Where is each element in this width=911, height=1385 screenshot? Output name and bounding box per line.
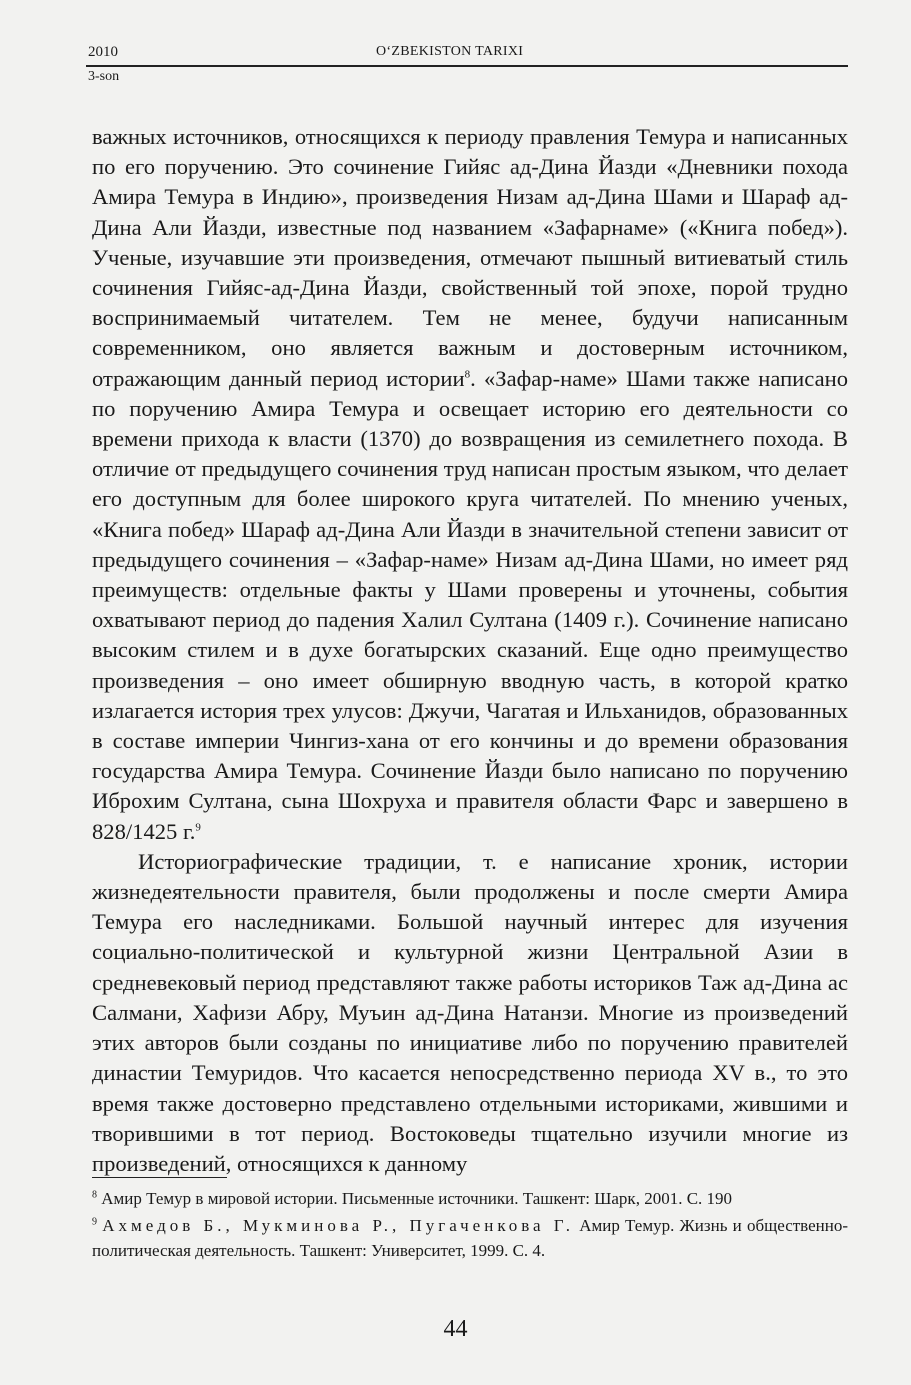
header-issue: 3-son — [88, 69, 120, 84]
header-rule — [86, 65, 848, 67]
footnotes — [92, 1186, 848, 1265]
body-text — [92, 122, 848, 1179]
paragraph-2: Историографические традиции, т. е написание хроник, истории жизнедеятельности правителя, были продолжены и после смерти Амира Темура его наследниками. Большой научный интерес для изучения социально-политической и культурной жизни Центральной Азии в средневековый период представляют также работы историков Таж ад-Дина ас Салмани, Хафизи Абру, Муъин ад-Дина Натанзи. Многие из произведений этих авторов были созданы по инициативе либо по поручению правителей династии Темуридов. Что касается непосредственно периода XV в., то это время также достоверно представлено отдельными историками, жившими и творившими в тот период. Востоковеды тщательно изучили многие из произведений, относящихся к данному — [92, 848, 848, 1176]
footnote-ref-9: 9 — [195, 821, 201, 834]
footnote-9: $^9$ Ахмедов Б., Мукминова Р., Пугаченкова Г. Амир Темур. Жизнь и общественно-политическая деятельность. Ташкент: Университет, 1999. С. 4. — [92, 1216, 849, 1260]
footnote-authors: Ахмедов Б., Мукминова Р., Пугаченкова Г. — [102, 1216, 574, 1235]
footnote-8: $^8$ Амир Темур в мировой истории. Письменные источники. Ташкент: Шарк, 2001. С. 190 — [92, 1189, 733, 1208]
header-year: 2010 — [88, 44, 118, 60]
page-number: 44 — [443, 1316, 468, 1342]
footnote-ref-8: 8 — [464, 368, 471, 381]
journal-title: O‘ZBEKISTON TARIXI — [376, 44, 524, 59]
paragraph-1: важных источников, относящихся к периоду правления Темура и написанных по его поручению. Это сочинение Гийяс ад-Дина Йазди «Дневники похода Амира Темура в Индию», произведения Низам ад-Дина Шами и Шараф ад-Дина Али Йазди, известные под названием «Зафарнаме» («Книга побед»). Ученые, изучавшие эти произведения, отмечают пышный витиеватый стиль сочинения Гийяс-ад-Дина Йазди, свойственный той эпохе, порой трудно воспринимаемый читателем. Тем не менее, будучи написанным современником, оно является важным и достоверным источником, отражающим данный период истории$^8$. «Зафар-наме» Шами также написано по поручению Амира Темура и освещает историю его деятельности со времени прихода к власти (1370) до возвращения из семилетнего похода. В отличие от предыдущего сочинения труд написан простым языком, что делает его доступным для более широкого круга читателей. По мнению ученых, «Книга побед» Шараф ад-Дина Али Йазди в значительной степени зависит от предыдущего сочинения – «Зафар-наме» Низам ад-Дина Шами, но имеет ряд преимуществ: отдельные факты у Шами проверены и уточнены, события охватывают период до падения Халил Султана (1409 г.). Сочинение написано высоким стилем и в духе богатырских сказаний. Еще одно преимущество произведения – оно имеет обширную вводную часть, в которой кратко излагается история трех улусов: Джучи, Чагатая и Ильханидов, образованных в составе империи Чингиз-хана от его кончины и до времени образования государства Амира Темура. Сочинение Йазди было написано по поручению Иброхим Султана, сына Шохруха и правителя области Фарс и завершено в 828/1425 г.$^9$ — [92, 124, 848, 844]
footnote-rule — [92, 1177, 227, 1178]
